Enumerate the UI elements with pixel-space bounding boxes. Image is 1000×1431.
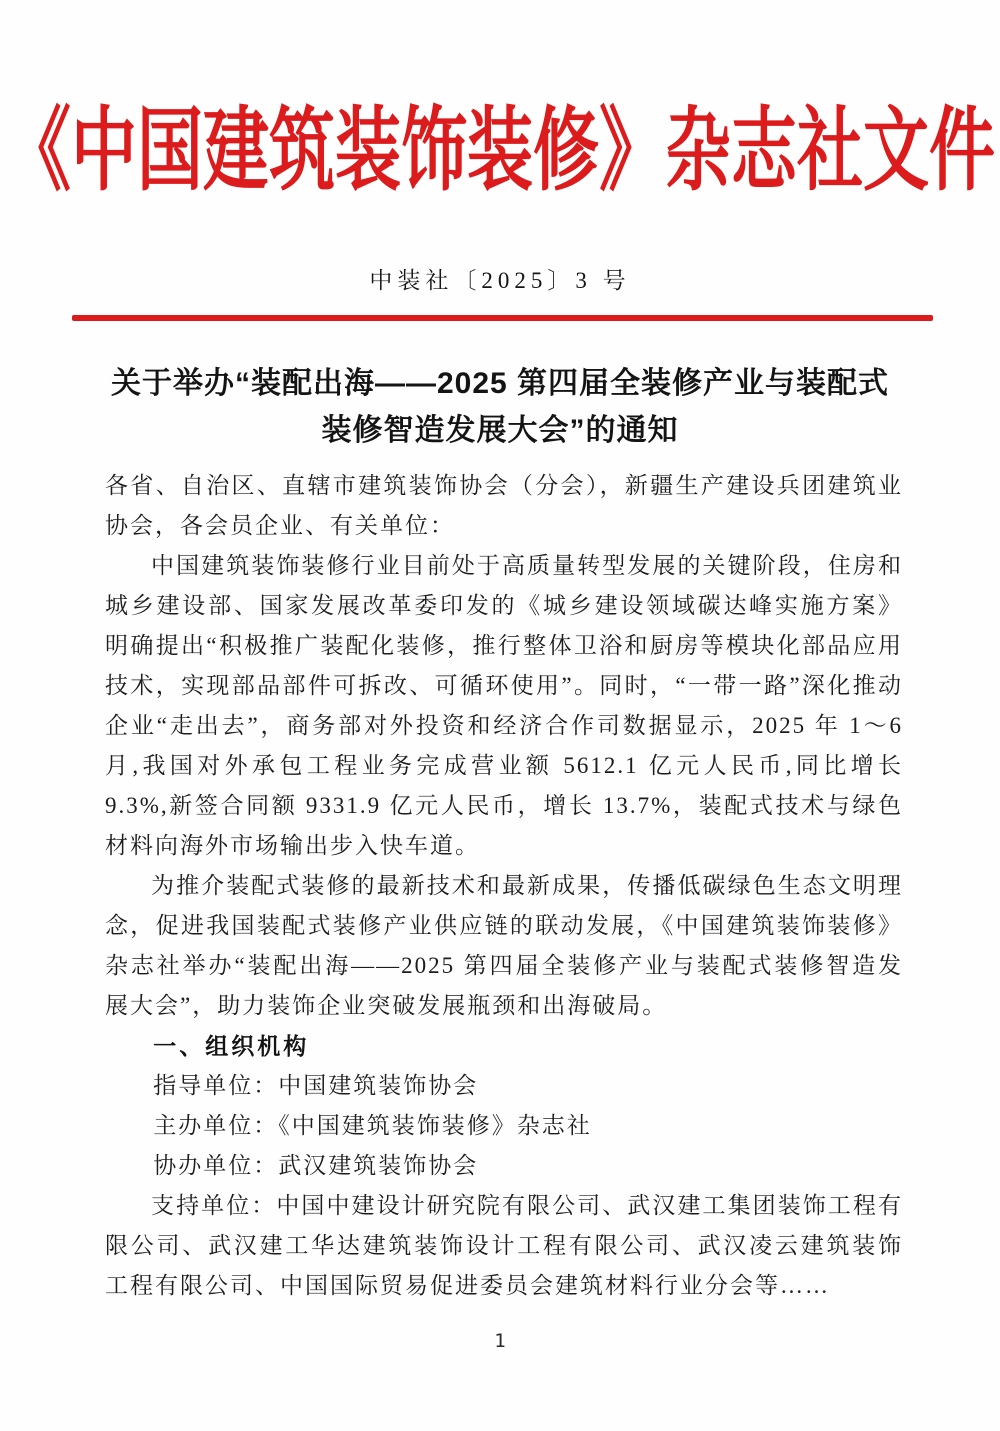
org-line-guidance-unit: 指导单位：中国建筑装饰协会: [153, 1073, 479, 1098]
body-paragraph-1: 中国建筑装饰装修行业目前处于高质量转型发展的关键阶段，住房和城乡建设部、国家发展改革委印发的《城乡建设领域碳达峰实施方案》明确提出“积极推广装配化装修，推行整体卫浴和厨房等模块化部品应用技术，实现部品部件可拆改、可循环使用”。同时，“一带一路”深化推动企业“走出去”，商务部对外投资和经济合作司数据显示，2025 年 1～6 月,我国对外承包工程业务完成营业额 5612.1 亿元人民币,同比增长 9.3%,新签合同额 9331.9 亿元人民币，增长 13.7%，装配式技术与绿色材料向海外市场输出步入快车道。: [105, 553, 903, 858]
masthead-title: 《中国建筑装饰装修》杂志社文件: [5, 101, 995, 202]
notice-title: [0, 360, 1000, 454]
support-units-paragraph: 支持单位：中国中建设计研究院有限公司、武汉建工集团装饰工程有限公司、武汉建工华达建筑装饰设计工程有限公司、武汉凌云建筑装饰工程有限公司、中国国际贸易促进委员会建筑材料行业分会等……: [105, 1193, 903, 1298]
page-number: 1: [494, 1330, 506, 1352]
org-line-co-organizer-unit: 协办单位：武汉建筑装饰协会: [153, 1153, 479, 1178]
red-divider: [72, 315, 933, 321]
notice-title-line-2: 装修智造发展大会”的通知: [321, 414, 679, 447]
org-line-host-unit: 主办单位：《中国建筑装饰装修》杂志社: [153, 1113, 592, 1138]
document-body: [105, 466, 903, 1306]
salutation-paragraph: 各省、自治区、直辖市建筑装饰协会（分会），新疆生产建设兵团建筑业协会，各会员企业、有关单位：: [105, 473, 903, 538]
notice-title-line-1: 关于举办“装配出海——2025 第四届全装修产业与装配式: [110, 367, 890, 400]
section-heading-organization: 一、组织机构: [153, 1033, 310, 1059]
doc-number: 中装社〔2025〕3 号: [369, 268, 631, 293]
body-paragraph-2: 为推介装配式装修的最新技术和最新成果，传播低碳绿色生态文明理念，促进我国装配式装修产业供应链的联动发展，《中国建筑装饰装修》杂志社举办“装配出海——2025 第四届全装修产业与装配式装修智造发展大会”，助力装饰企业突破发展瓶颈和出海破局。: [105, 873, 903, 1018]
